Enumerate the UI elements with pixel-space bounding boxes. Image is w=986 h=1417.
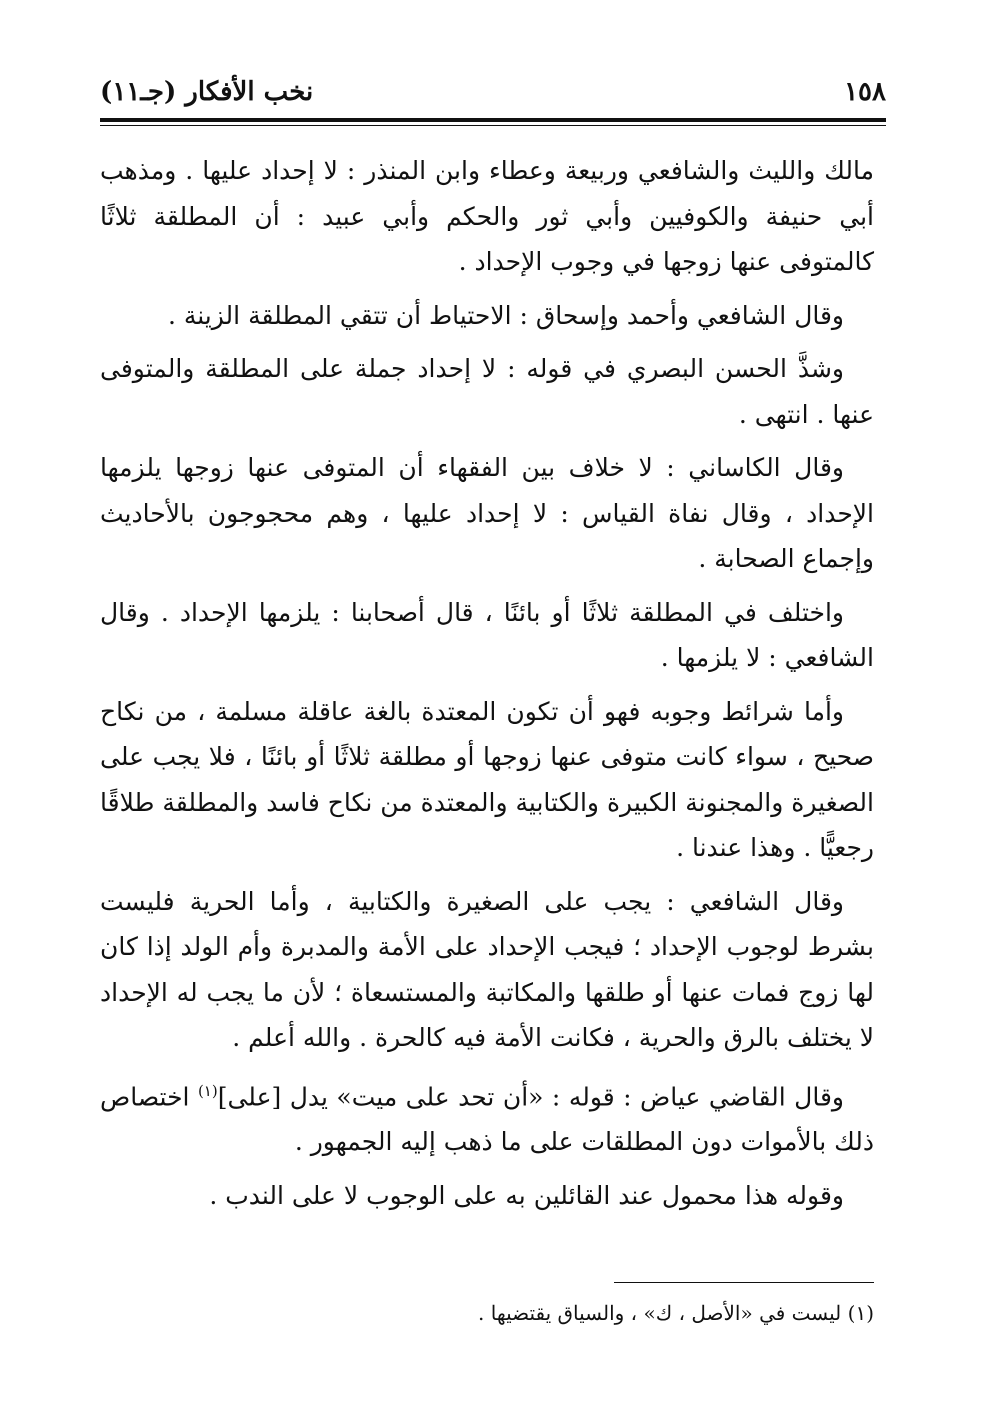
header-rule-thin: [100, 125, 886, 126]
paragraph: وقال الشافعي : يجب على الصغيرة والكتابية ، وأما الحرية فليست بشرط لوجوب الإحداد ؛ فيجب الإحداد على الأمة والمدبرة وأم الولد إذا كان لها زوج فمات عنها أو طلقها والمكاتبة والمستسعاة ؛ لأن ما يجب له الإحداد لا يختلف بالرق والحرية ، فكانت الأمة فيه كالحرة . والله أعلم .: [100, 886, 874, 1052]
paragraph: وشذَّ الحسن البصري في قوله : لا إحداد جملة على المطلقة والمتوفى عنها . انتهى .: [100, 354, 874, 429]
paragraph: وقال الشافعي وأحمد وإسحاق : الاحتياط أن تتقي المطلقة الزينة .: [167, 300, 844, 330]
qadi-text-end: اختصاص ذلك بالأموات دون المطلقات على ما ذهب إليه الجمهور .: [100, 1081, 874, 1157]
paragraph: وقال الكاساني : لا خلاف بين الفقهاء أن المتوفى عنها زوجها يلزمها الإحداد ، وقال نفاة القياس : لا إحداد عليها ، وهم محجوجون بالأحاديث وإجماع الصحابة .: [100, 453, 874, 573]
running-title: نخب الأفكار (جـ١١): [100, 77, 314, 107]
paragraph: وأما شرائط وجوبه فهو أن تكون المعتدة بالغة عاقلة مسلمة ، من نكاح صحيح ، سواء كانت متوفى عنها زوجها أو مطلقة ثلاثًا أو بائنًا ، فلا يجب على الصغيرة والمجنونة الكبيرة والكتابية والمعتدة من نكاح فاسد والمطلقة طلاقًا رجعيًّا . وهذا عندنا .: [100, 696, 874, 862]
header-rule-thick: [100, 118, 886, 122]
footnote: (١) ليست في «الأصل ، ك» ، والسياق يقتضيها .: [478, 1301, 874, 1325]
paragraph-qadi-iyad: [100, 1069, 874, 1165]
paragraph: مالك والليث والشافعي وربيعة وعطاء وابن المنذر : لا إحداد عليها . ومذهب أبي حنيفة والكوفيين وأبي ثور والحكم وأبي عبيد : أن المطلقة ثلاثًا كالمتوفى عنها زوجها في وجوب الإحداد .: [100, 156, 874, 276]
page-header: [100, 70, 886, 114]
paragraph: واختلف في المطلقة ثلاثًا أو بائنًا ، قال أصحابنا : يلزمها الإحداد . وقال الشافعي : لا يلزمها .: [100, 597, 874, 672]
page-number: ١٥٨: [844, 77, 886, 107]
page-body: [100, 148, 874, 1226]
qadi-text-start: وقال القاضي عياض : قوله : «أن تحد على ميت» يدل [على]: [217, 1081, 844, 1111]
paragraph: وقوله هذا محمول عند القائلين به على الوجوب لا على الندب .: [209, 1180, 844, 1210]
footnote-separator: [614, 1282, 874, 1283]
footnote-marker[interactable]: (١): [197, 1081, 218, 1100]
